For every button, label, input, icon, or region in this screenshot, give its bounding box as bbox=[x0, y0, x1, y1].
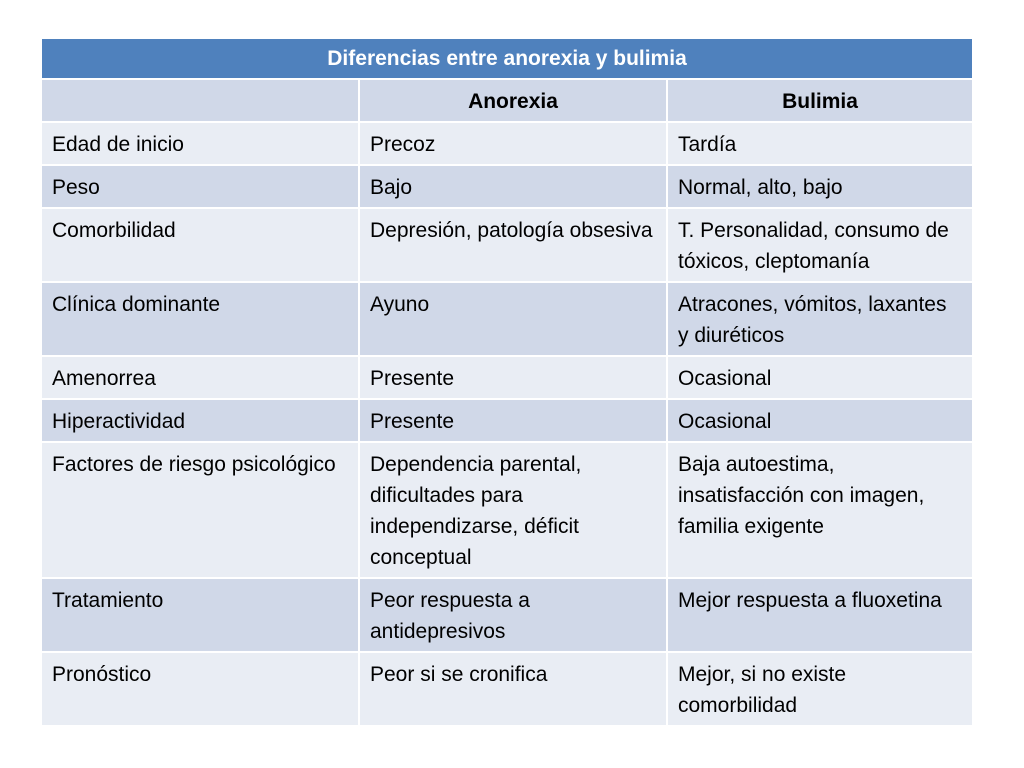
anorexia-cell: Peor si se cronifica bbox=[359, 652, 667, 726]
table-title-row bbox=[41, 38, 973, 79]
bulimia-cell: Ocasional bbox=[667, 399, 973, 442]
row-label: Comorbilidad bbox=[41, 208, 359, 282]
anorexia-cell: Dependencia parental, dificultades para independizarse, déficit conceptual bbox=[359, 442, 667, 578]
table-row bbox=[41, 282, 973, 356]
row-label: Peso bbox=[41, 165, 359, 208]
table-row bbox=[41, 442, 973, 578]
row-label: Clínica dominante bbox=[41, 282, 359, 356]
row-label: Hiperactividad bbox=[41, 399, 359, 442]
bulimia-cell: Mejor, si no existe comorbilidad bbox=[667, 652, 973, 726]
row-label: Factores de riesgo psicológico bbox=[41, 442, 359, 578]
anorexia-cell: Presente bbox=[359, 356, 667, 399]
bulimia-cell: Tardía bbox=[667, 122, 973, 165]
bulimia-cell: Mejor respuesta a fluoxetina bbox=[667, 578, 973, 652]
table-row bbox=[41, 208, 973, 282]
bulimia-cell: T. Personalidad, consumo de tóxicos, cleptomanía bbox=[667, 208, 973, 282]
table-row bbox=[41, 356, 973, 399]
table-row bbox=[41, 122, 973, 165]
header-bulimia: Bulimia bbox=[667, 79, 973, 122]
row-label: Pronóstico bbox=[41, 652, 359, 726]
table-row bbox=[41, 652, 973, 726]
table-title: Diferencias entre anorexia y bulimia bbox=[41, 38, 973, 79]
table-row bbox=[41, 165, 973, 208]
anorexia-cell: Ayuno bbox=[359, 282, 667, 356]
comparison-table bbox=[40, 37, 974, 727]
table-row bbox=[41, 578, 973, 652]
header-anorexia: Anorexia bbox=[359, 79, 667, 122]
bulimia-cell: Normal, alto, bajo bbox=[667, 165, 973, 208]
bulimia-cell: Baja autoestima, insatisfacción con imagen, familia exigente bbox=[667, 442, 973, 578]
row-label: Amenorrea bbox=[41, 356, 359, 399]
anorexia-cell: Presente bbox=[359, 399, 667, 442]
header-empty bbox=[41, 79, 359, 122]
row-label: Edad de inicio bbox=[41, 122, 359, 165]
anorexia-cell: Depresión, patología obsesiva bbox=[359, 208, 667, 282]
anorexia-cell: Precoz bbox=[359, 122, 667, 165]
row-label: Tratamiento bbox=[41, 578, 359, 652]
anorexia-cell: Peor respuesta a antidepresivos bbox=[359, 578, 667, 652]
table-row bbox=[41, 399, 973, 442]
anorexia-cell: Bajo bbox=[359, 165, 667, 208]
table-header-row bbox=[41, 79, 973, 122]
bulimia-cell: Atracones, vómitos, laxantes y diuréticos bbox=[667, 282, 973, 356]
bulimia-cell: Ocasional bbox=[667, 356, 973, 399]
